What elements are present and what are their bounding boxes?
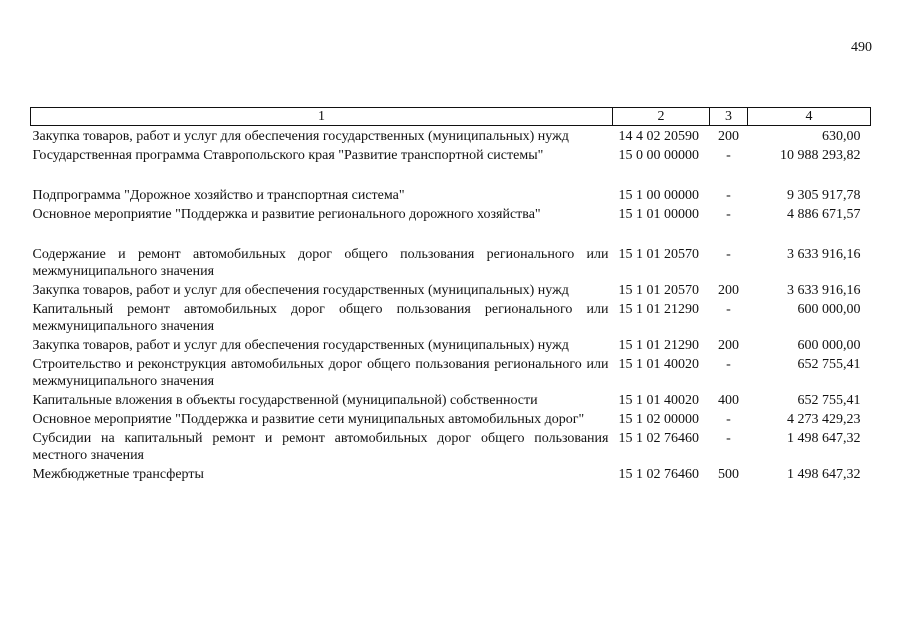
row-code: 15 1 01 00000 — [618, 207, 699, 222]
row-amount: 9 305 917,78 — [787, 188, 861, 203]
row-amount: 4 886 671,57 — [787, 207, 861, 222]
row-name: Субсидии на капитальный ремонт и ремонт автомобильных дорог общего пользования местного значения — [32, 431, 609, 463]
row-type: 500 — [718, 467, 739, 482]
budget-table — [30, 107, 871, 483]
table-row — [31, 204, 871, 244]
table-row — [31, 299, 871, 335]
row-type: - — [726, 431, 731, 446]
table-body — [31, 126, 871, 484]
header-col-1: 1 — [31, 108, 613, 126]
row-amount: 600 000,00 — [797, 338, 861, 353]
row-type: - — [726, 302, 731, 317]
row-type: - — [726, 247, 731, 262]
header-row — [31, 108, 871, 126]
row-amount: 630,00 — [822, 129, 861, 144]
row-type: - — [726, 357, 731, 372]
row-amount: 600 000,00 — [797, 302, 861, 317]
table-row — [31, 354, 871, 390]
row-name: Закупка товаров, работ и услуг для обеспечения государственных (муниципальных) нужд — [32, 338, 569, 353]
row-name: Государственная программа Ставропольского края "Развитие транспортной системы" — [32, 148, 544, 163]
row-amount: 3 633 916,16 — [787, 247, 861, 262]
row-amount: 3 633 916,16 — [787, 283, 861, 298]
row-amount: 1 498 647,32 — [787, 431, 861, 446]
page-number: 490 — [851, 40, 872, 55]
table-row — [31, 244, 871, 280]
row-amount: 4 273 429,23 — [787, 412, 861, 427]
row-code: 15 1 01 21290 — [618, 302, 699, 317]
table-row — [31, 185, 871, 204]
row-name: Капитальный ремонт автомобильных дорог общего пользования регионального или межмуниципального значения — [32, 302, 609, 334]
table-row — [31, 145, 871, 185]
row-code: 15 1 02 76460 — [618, 431, 699, 446]
table-row — [31, 335, 871, 354]
table-row — [31, 428, 871, 464]
row-name: Закупка товаров, работ и услуг для обеспечения государственных (муниципальных) нужд — [32, 129, 569, 144]
row-name: Капитальные вложения в объекты государственной (муниципальной) собственности — [32, 393, 538, 408]
row-code: 15 1 01 40020 — [618, 357, 699, 372]
table-row — [31, 409, 871, 428]
row-code: 15 0 00 00000 — [618, 148, 699, 163]
row-code: 15 1 02 00000 — [618, 412, 699, 427]
row-code: 15 1 00 00000 — [618, 188, 699, 203]
row-type: - — [726, 207, 731, 222]
row-code: 15 1 01 40020 — [618, 393, 699, 408]
row-name: Закупка товаров, работ и услуг для обеспечения государственных (муниципальных) нужд — [32, 283, 569, 298]
row-code: 14 4 02 20590 — [618, 129, 699, 144]
row-type: - — [726, 412, 731, 427]
row-name: Основное мероприятие "Поддержка и развитие регионального дорожного хозяйства" — [32, 207, 541, 222]
table-header — [31, 108, 871, 126]
row-name: Подпрограмма "Дорожное хозяйство и транспортная система" — [32, 188, 405, 203]
row-name: Строительство и реконструкция автомобильных дорог общего пользования регионального или межмуниципального значения — [32, 357, 609, 389]
row-type: - — [726, 188, 731, 203]
header-col-2: 2 — [613, 108, 710, 126]
row-name: Межбюджетные трансферты — [32, 467, 204, 482]
table-row — [31, 280, 871, 299]
row-type: 200 — [718, 338, 739, 353]
row-type: 400 — [718, 393, 739, 408]
header-col-4: 4 — [748, 108, 871, 126]
row-code: 15 1 02 76460 — [618, 467, 699, 482]
row-amount: 10 988 293,82 — [780, 148, 861, 163]
table-row — [31, 390, 871, 409]
row-code: 15 1 01 20570 — [618, 247, 699, 262]
row-name: Содержание и ремонт автомобильных дорог общего пользования регионального или межмуниципального значения — [32, 247, 609, 279]
row-amount: 652 755,41 — [797, 393, 861, 408]
row-code: 15 1 01 21290 — [618, 338, 699, 353]
row-name: Основное мероприятие "Поддержка и развитие сети муниципальных автомобильных дорог" — [32, 412, 585, 427]
row-code: 15 1 01 20570 — [618, 283, 699, 298]
table-row — [31, 126, 871, 146]
row-type: 200 — [718, 129, 739, 144]
row-type: - — [726, 148, 731, 163]
row-amount: 1 498 647,32 — [787, 467, 861, 482]
header-col-3: 3 — [710, 108, 748, 126]
table-row — [31, 464, 871, 483]
row-type: 200 — [718, 283, 739, 298]
row-amount: 652 755,41 — [797, 357, 861, 372]
